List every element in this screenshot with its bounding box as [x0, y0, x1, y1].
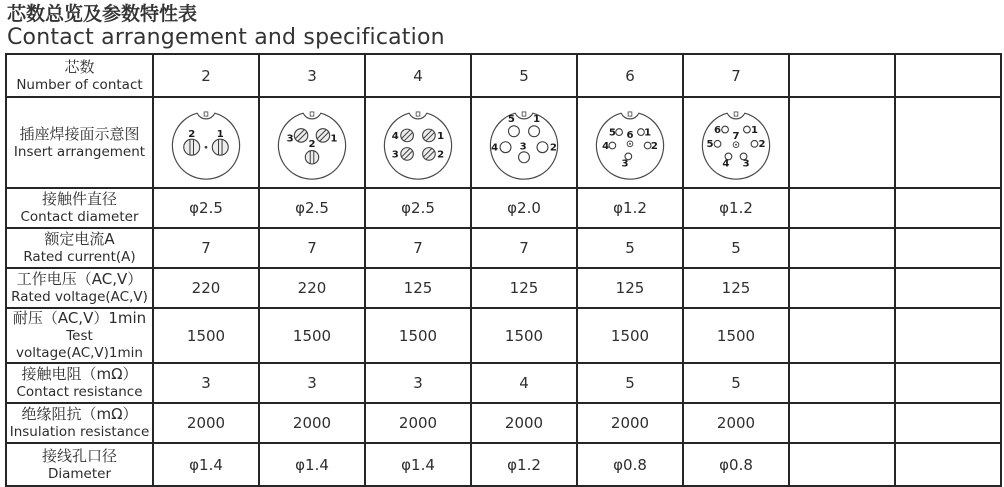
empty-cell: [895, 228, 1001, 268]
empty-cell: [789, 188, 895, 228]
table-row-rated-current: [6, 228, 1001, 268]
page-title-zh: 芯数总览及参数特性表: [7, 3, 198, 25]
row-label-en: Number of contact: [16, 76, 143, 93]
cell-contact-resistance-col1: 3: [153, 363, 259, 403]
pin-1: [423, 129, 445, 142]
row-label-zh: 芯数: [64, 57, 95, 76]
pin-4: [392, 129, 414, 142]
pin-number-label: 4: [602, 140, 610, 152]
cell-test-voltage-col5: 1500: [577, 308, 683, 363]
connector-diagram-7-pin: [694, 101, 778, 185]
pin-number-label: 3: [391, 148, 399, 160]
table-row-contacts: [6, 54, 1001, 97]
row-label-contacts: [6, 54, 153, 97]
cell-rated-voltage-col6: 125: [683, 268, 789, 308]
row-label-wire-hole-diameter: [6, 443, 153, 486]
cell-rated-current-col2: 7: [259, 228, 365, 268]
row-label-zh: 接触电阻（mΩ）: [21, 365, 138, 383]
pin-number-label: 3: [742, 158, 750, 170]
row-label-test-voltage: [6, 308, 153, 363]
row-label-en: Contact resistance: [16, 384, 143, 400]
empty-cell: [789, 363, 895, 403]
pin-number-label: 5: [608, 126, 616, 138]
pin-number-label: 3: [621, 158, 629, 170]
cell-insulation-resistance-col4: 2000: [471, 403, 577, 443]
empty-cell: [789, 268, 895, 308]
table-row-contact-resistance: [6, 363, 1001, 403]
cell-wire-hole-diameter-col3: φ1.4: [365, 443, 471, 486]
row-label-en: Rated voltage(AC,V): [11, 289, 148, 305]
cell-insert-arrangement-4: [365, 97, 471, 188]
cell-insert-arrangement-6: [577, 97, 683, 188]
empty-cell: [789, 443, 895, 486]
spec-table-body: [6, 54, 1001, 486]
connector-diagram-4-pin: [376, 101, 460, 185]
cell-wire-hole-diameter-col6: φ0.8: [683, 443, 789, 486]
cell-insulation-resistance-col3: 2000: [365, 403, 471, 443]
empty-cell: [895, 54, 1001, 97]
cell-test-voltage-col2: 1500: [259, 308, 365, 363]
cell-contact-resistance-col6: 5: [683, 363, 789, 403]
row-label-zh: 额定电流A: [44, 230, 115, 248]
cell-contacts-col6: 7: [683, 54, 789, 97]
row-label-zh: 耐压（AC,V）1min: [12, 309, 147, 327]
empty-cell: [789, 97, 895, 188]
pin-number-label: 1: [750, 124, 758, 136]
cell-rated-voltage-col2: 220: [259, 268, 365, 308]
pin-number-label: 1: [216, 128, 224, 140]
cell-insulation-resistance-col1: 2000: [153, 403, 259, 443]
row-label-en: Test voltage(AC,V)1min: [16, 328, 143, 361]
cell-contact-diameter-col3: φ2.5: [365, 188, 471, 228]
pin-number-label: 7: [732, 130, 740, 142]
cell-rated-current-col3: 7: [365, 228, 471, 268]
cell-contact-diameter-col5: φ1.2: [577, 188, 683, 228]
cell-insert-arrangement-2: [153, 97, 259, 188]
pin-number-label: 6: [714, 124, 722, 136]
cell-contacts-col3: 4: [365, 54, 471, 97]
cell-contacts-col5: 6: [577, 54, 683, 97]
table-row-wire-hole-diameter: [6, 443, 1001, 486]
cell-contact-resistance-col4: 4: [471, 363, 577, 403]
row-label-en: Insert arrangement: [13, 143, 146, 160]
cell-contact-diameter-col6: φ1.2: [683, 188, 789, 228]
pin-number-label: 4: [491, 142, 499, 154]
pin-number-label: 1: [437, 130, 445, 142]
pin-number-label: 5: [507, 113, 515, 125]
table-row-rated-voltage: [6, 268, 1001, 308]
cell-wire-hole-diameter-col5: φ0.8: [577, 443, 683, 486]
row-label-rated-voltage: [6, 268, 153, 308]
empty-cell: [895, 308, 1001, 363]
row-label-contact-diameter: [6, 188, 153, 228]
cell-contact-resistance-col2: 3: [259, 363, 365, 403]
pin-3: [392, 147, 414, 160]
pin-7: [732, 130, 739, 147]
pin-number-label: 2: [650, 140, 658, 152]
cell-rated-current-col6: 5: [683, 228, 789, 268]
row-label-en: Contact diameter: [20, 209, 139, 225]
cell-contact-resistance-col5: 5: [577, 363, 683, 403]
pin-number-label: 3: [286, 132, 294, 144]
cell-contacts-col1: 2: [153, 54, 259, 97]
empty-cell: [895, 188, 1001, 228]
pin-2: [423, 147, 445, 160]
pin-number-label: 5: [706, 138, 714, 150]
cell-test-voltage-col1: 1500: [153, 308, 259, 363]
row-label-zh: 绝缘阻抗（mΩ）: [21, 405, 138, 423]
pin-number-label: 1: [644, 126, 652, 138]
cell-test-voltage-col3: 1500: [365, 308, 471, 363]
cell-insert-arrangement-5: [471, 97, 577, 188]
cell-insulation-resistance-col5: 2000: [577, 403, 683, 443]
table-row-insert-arrangement: [6, 97, 1001, 188]
table-row-contact-diameter: [6, 188, 1001, 228]
cell-wire-hole-diameter-col1: φ1.4: [153, 443, 259, 486]
row-label-zh: 接触件直径: [41, 190, 117, 208]
cell-rated-current-col4: 7: [471, 228, 577, 268]
cell-insert-arrangement-7: [683, 97, 789, 188]
connector-diagram-6-pin: [588, 101, 672, 185]
row-label-en: Rated current(A): [23, 249, 136, 265]
page-header: [0, 0, 1004, 51]
empty-cell: [895, 403, 1001, 443]
cell-contact-diameter-col2: φ2.5: [259, 188, 365, 228]
empty-cell: [895, 268, 1001, 308]
pin-number-label: 1: [330, 132, 338, 144]
connector-diagram-5-pin: [482, 101, 566, 185]
cell-test-voltage-col6: 1500: [683, 308, 789, 363]
connector-diagram-2-pin: [164, 101, 248, 185]
empty-cell: [895, 443, 1001, 486]
connector-diagram-3-pin: [270, 101, 354, 185]
row-label-en: Diameter: [47, 465, 112, 482]
cell-contact-resistance-col3: 3: [365, 363, 471, 403]
row-label-contact-resistance: [6, 363, 153, 403]
empty-cell: [789, 54, 895, 97]
page-title-en: Contact arrangement and specification: [7, 25, 445, 50]
empty-cell: [789, 308, 895, 363]
cell-contacts-col2: 3: [259, 54, 365, 97]
empty-cell: [789, 228, 895, 268]
table-row-insulation-resistance: [6, 403, 1001, 443]
pin-number-label: 4: [391, 130, 399, 142]
empty-cell: [895, 97, 1001, 188]
cell-rated-voltage-col3: 125: [365, 268, 471, 308]
row-label-zh: 接线孔口径: [41, 446, 117, 465]
pin-number-label: 1: [533, 113, 541, 125]
cell-contact-diameter-col4: φ2.0: [471, 188, 577, 228]
spec-table: [5, 53, 1002, 487]
pin-number-label: 4: [722, 158, 730, 170]
pin-number-label: 2: [549, 142, 557, 154]
cell-test-voltage-col4: 1500: [471, 308, 577, 363]
cell-insulation-resistance-col2: 2000: [259, 403, 365, 443]
cell-rated-current-col1: 7: [153, 228, 259, 268]
cell-rated-voltage-col5: 125: [577, 268, 683, 308]
empty-cell: [789, 403, 895, 443]
row-label-en: Insulation resistance: [9, 424, 150, 440]
pin-number-label: 2: [308, 138, 316, 150]
pin-number-label: 2: [437, 148, 445, 160]
pin-number-label: 6: [626, 129, 634, 141]
cell-rated-voltage-col1: 220: [153, 268, 259, 308]
cell-insert-arrangement-3: [259, 97, 365, 188]
row-label-insulation-resistance: [6, 403, 153, 443]
cell-wire-hole-diameter-col2: φ1.4: [259, 443, 365, 486]
cell-rated-voltage-col4: 125: [471, 268, 577, 308]
cell-rated-current-col5: 5: [577, 228, 683, 268]
row-label-zh: 插座焊接面示意图: [19, 124, 140, 143]
pin-6: [626, 129, 633, 146]
pin-number-label: 3: [519, 141, 527, 153]
row-label-rated-current: [6, 228, 153, 268]
row-label-insert-arrangement: [6, 97, 153, 188]
cell-contact-diameter-col1: φ2.5: [153, 188, 259, 228]
empty-cell: [895, 363, 1001, 403]
cell-wire-hole-diameter-col4: φ1.2: [471, 443, 577, 486]
table-row-test-voltage: [6, 308, 1001, 363]
pin-number-label: 2: [758, 138, 766, 150]
cell-insulation-resistance-col6: 2000: [683, 403, 789, 443]
row-label-zh: 工作电压（AC,V）: [16, 270, 143, 288]
cell-contacts-col4: 5: [471, 54, 577, 97]
pin-number-label: 2: [188, 128, 196, 140]
